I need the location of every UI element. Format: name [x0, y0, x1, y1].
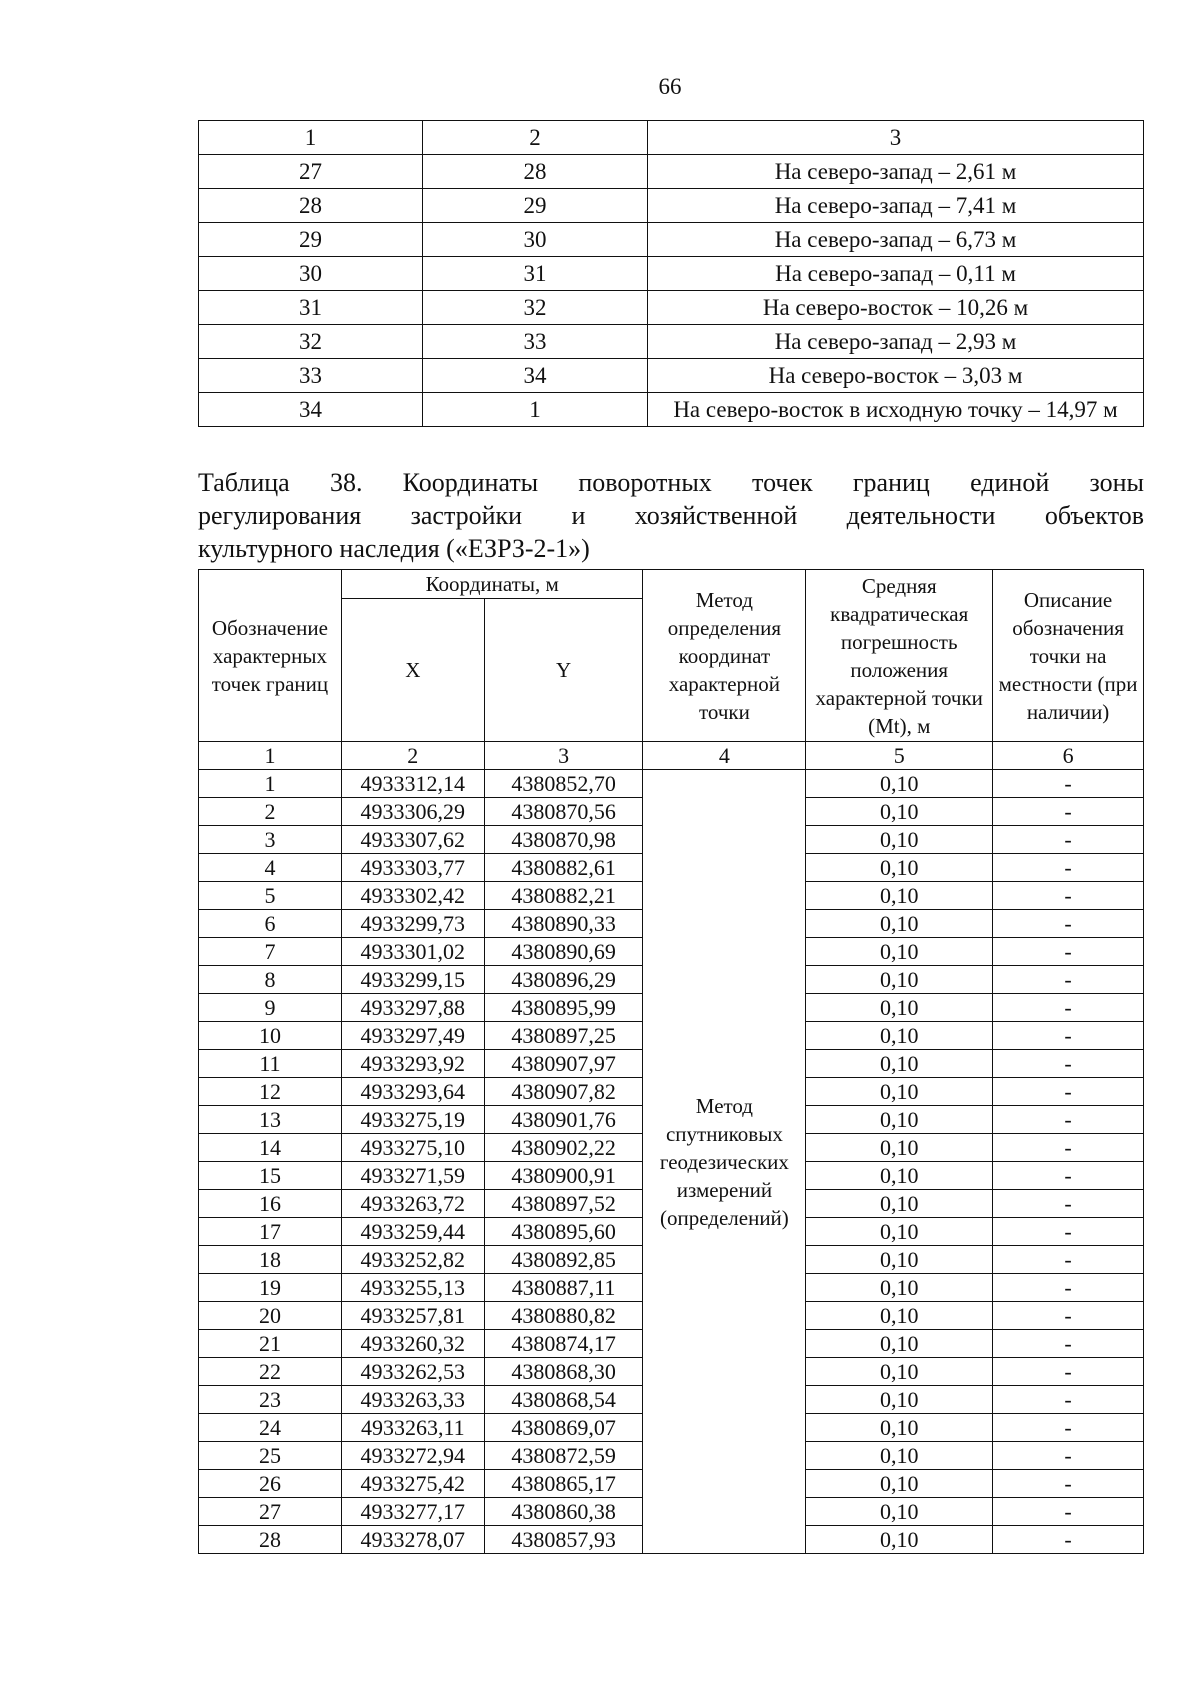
- x-coordinate: 4933306,29: [341, 798, 484, 826]
- y-coordinate: 4380900,91: [484, 1162, 643, 1190]
- x-coordinate: 4933302,42: [341, 882, 484, 910]
- segments-row: [199, 291, 1144, 325]
- x-coordinate: 4933297,88: [341, 994, 484, 1022]
- x-coordinate: 4933259,44: [341, 1218, 484, 1246]
- point-number: 28: [199, 1526, 342, 1554]
- error-value: 0,10: [806, 910, 993, 938]
- column-number: 1: [199, 742, 342, 770]
- y-coordinate: 4380882,61: [484, 854, 643, 882]
- error-value: 0,10: [806, 1134, 993, 1162]
- table-row: [199, 770, 1144, 798]
- point-number: 1: [199, 770, 342, 798]
- x-coordinate: 4933312,14: [341, 770, 484, 798]
- header-designation: Обозначение характерных точек границ: [199, 570, 342, 742]
- x-coordinate: 4933260,32: [341, 1330, 484, 1358]
- y-coordinate: 4380887,11: [484, 1274, 643, 1302]
- point-number: 10: [199, 1022, 342, 1050]
- y-coordinate: 4380907,82: [484, 1078, 643, 1106]
- x-coordinate: 4933293,64: [341, 1078, 484, 1106]
- error-value: 0,10: [806, 1218, 993, 1246]
- error-value: 0,10: [806, 770, 993, 798]
- from-point: 34: [199, 393, 423, 427]
- x-coordinate: 4933262,53: [341, 1358, 484, 1386]
- point-number: 2: [199, 798, 342, 826]
- description-value: -: [993, 1302, 1144, 1330]
- y-coordinate: 4380870,98: [484, 826, 643, 854]
- to-point: 31: [423, 257, 648, 291]
- description-value: -: [993, 1078, 1144, 1106]
- x-coordinate: 4933255,13: [341, 1274, 484, 1302]
- error-value: 0,10: [806, 826, 993, 854]
- point-number: 11: [199, 1050, 342, 1078]
- error-value: 0,10: [806, 1470, 993, 1498]
- x-coordinate: 4933293,92: [341, 1050, 484, 1078]
- caption-line: Таблица 38. Координаты поворотных точек границ единой зоны: [198, 468, 1144, 497]
- y-coordinate: 4380852,70: [484, 770, 643, 798]
- header-y: Y: [484, 599, 643, 742]
- x-coordinate: 4933263,11: [341, 1414, 484, 1442]
- point-number: 14: [199, 1134, 342, 1162]
- from-point: 28: [199, 189, 423, 223]
- error-value: 0,10: [806, 1246, 993, 1274]
- point-number: 5: [199, 882, 342, 910]
- direction-distance: На северо-запад – 6,73 м: [648, 223, 1144, 257]
- y-coordinate: 4380860,38: [484, 1498, 643, 1526]
- point-number: 9: [199, 994, 342, 1022]
- point-number: 19: [199, 1274, 342, 1302]
- from-point: 27: [199, 155, 423, 189]
- y-coordinate: 4380895,99: [484, 994, 643, 1022]
- point-number: 24: [199, 1414, 342, 1442]
- point-number: 23: [199, 1386, 342, 1414]
- error-value: 0,10: [806, 966, 993, 994]
- to-point: 30: [423, 223, 648, 257]
- from-point: 31: [199, 291, 423, 325]
- column-number: 6: [993, 742, 1144, 770]
- description-value: -: [993, 966, 1144, 994]
- segments-row: [199, 359, 1144, 393]
- error-value: 0,10: [806, 1190, 993, 1218]
- point-number: 21: [199, 1330, 342, 1358]
- y-coordinate: 4380870,56: [484, 798, 643, 826]
- y-coordinate: 4380874,17: [484, 1330, 643, 1358]
- error-value: 0,10: [806, 882, 993, 910]
- point-number: 27: [199, 1498, 342, 1526]
- x-coordinate: 4933275,19: [341, 1106, 484, 1134]
- error-value: 0,10: [806, 1526, 993, 1554]
- error-value: 0,10: [806, 1302, 993, 1330]
- description-value: -: [993, 1134, 1144, 1162]
- x-coordinate: 4933252,82: [341, 1246, 484, 1274]
- segments-row: [199, 189, 1144, 223]
- x-coordinate: 4933263,33: [341, 1386, 484, 1414]
- description-value: -: [993, 1190, 1144, 1218]
- description-value: -: [993, 1274, 1144, 1302]
- x-coordinate: 4933263,72: [341, 1190, 484, 1218]
- header-coordinates: Координаты, м: [341, 570, 643, 599]
- description-value: -: [993, 770, 1144, 798]
- error-value: 0,10: [806, 1022, 993, 1050]
- y-coordinate: 4380902,22: [484, 1134, 643, 1162]
- error-value: 0,10: [806, 1162, 993, 1190]
- y-coordinate: 4380869,07: [484, 1414, 643, 1442]
- error-value: 0,10: [806, 1442, 993, 1470]
- error-value: 0,10: [806, 994, 993, 1022]
- error-value: 0,10: [806, 854, 993, 882]
- x-coordinate: 4933275,10: [341, 1134, 484, 1162]
- column-number-row: [199, 742, 1144, 770]
- y-coordinate: 4380882,21: [484, 882, 643, 910]
- description-value: -: [993, 1470, 1144, 1498]
- segments-header-cell: 2: [423, 121, 648, 155]
- point-number: 25: [199, 1442, 342, 1470]
- description-value: -: [993, 1246, 1144, 1274]
- error-value: 0,10: [806, 1078, 993, 1106]
- y-coordinate: 4380890,33: [484, 910, 643, 938]
- y-coordinate: 4380897,25: [484, 1022, 643, 1050]
- x-coordinate: 4933299,15: [341, 966, 484, 994]
- to-point: 28: [423, 155, 648, 189]
- to-point: 1: [423, 393, 648, 427]
- segments-table: [198, 120, 1144, 427]
- description-value: -: [993, 882, 1144, 910]
- from-point: 29: [199, 223, 423, 257]
- description-value: -: [993, 854, 1144, 882]
- y-coordinate: 4380897,52: [484, 1190, 643, 1218]
- x-coordinate: 4933278,07: [341, 1526, 484, 1554]
- y-coordinate: 4380896,29: [484, 966, 643, 994]
- direction-distance: На северо-запад – 7,41 м: [648, 189, 1144, 223]
- y-coordinate: 4380857,93: [484, 1526, 643, 1554]
- column-number: 4: [643, 742, 806, 770]
- description-value: -: [993, 826, 1144, 854]
- coordinates-table: [198, 569, 1144, 1554]
- point-number: 12: [199, 1078, 342, 1106]
- description-value: -: [993, 1162, 1144, 1190]
- description-value: -: [993, 1050, 1144, 1078]
- y-coordinate: 4380895,60: [484, 1218, 643, 1246]
- x-coordinate: 4933275,42: [341, 1470, 484, 1498]
- segments-row: [199, 257, 1144, 291]
- point-number: 7: [199, 938, 342, 966]
- direction-distance: На северо-запад – 0,11 м: [648, 257, 1144, 291]
- caption-line: регулирования застройки и хозяйственной деятельности объектов: [198, 501, 1144, 530]
- x-coordinate: 4933307,62: [341, 826, 484, 854]
- error-value: 0,10: [806, 938, 993, 966]
- point-number: 15: [199, 1162, 342, 1190]
- description-value: -: [993, 938, 1144, 966]
- point-number: 4: [199, 854, 342, 882]
- to-point: 29: [423, 189, 648, 223]
- x-coordinate: 4933271,59: [341, 1162, 484, 1190]
- point-number: 8: [199, 966, 342, 994]
- header-x: X: [341, 599, 484, 742]
- segments-row: [199, 223, 1144, 257]
- error-value: 0,10: [806, 1414, 993, 1442]
- y-coordinate: 4380907,97: [484, 1050, 643, 1078]
- segments-header-cell: 3: [648, 121, 1144, 155]
- description-value: -: [993, 1526, 1144, 1554]
- description-value: -: [993, 1218, 1144, 1246]
- description-value: -: [993, 1414, 1144, 1442]
- header-description: Описание обозначения точки на местности (при наличии): [993, 570, 1144, 742]
- description-value: -: [993, 1386, 1144, 1414]
- point-number: 20: [199, 1302, 342, 1330]
- point-number: 6: [199, 910, 342, 938]
- segments-row: [199, 325, 1144, 359]
- y-coordinate: 4380865,17: [484, 1470, 643, 1498]
- error-value: 0,10: [806, 1386, 993, 1414]
- header-row: [199, 570, 1144, 599]
- error-value: 0,10: [806, 1274, 993, 1302]
- error-value: 0,10: [806, 1050, 993, 1078]
- description-value: -: [993, 1022, 1144, 1050]
- description-value: -: [993, 1442, 1144, 1470]
- direction-distance: На северо-запад – 2,61 м: [648, 155, 1144, 189]
- y-coordinate: 4380868,54: [484, 1386, 643, 1414]
- point-number: 13: [199, 1106, 342, 1134]
- segments-header-cell: 1: [199, 121, 423, 155]
- direction-distance: На северо-восток в исходную точку – 14,97 м: [648, 393, 1144, 427]
- x-coordinate: 4933299,73: [341, 910, 484, 938]
- segments-header-row: [199, 121, 1144, 155]
- x-coordinate: 4933297,49: [341, 1022, 484, 1050]
- description-value: -: [993, 1358, 1144, 1386]
- y-coordinate: 4380880,82: [484, 1302, 643, 1330]
- description-value: -: [993, 910, 1144, 938]
- page-number: 66: [658, 74, 682, 99]
- y-coordinate: 4380872,59: [484, 1442, 643, 1470]
- error-value: 0,10: [806, 798, 993, 826]
- y-coordinate: 4380890,69: [484, 938, 643, 966]
- description-value: -: [993, 1330, 1144, 1358]
- point-number: 18: [199, 1246, 342, 1274]
- description-value: -: [993, 1106, 1144, 1134]
- x-coordinate: 4933257,81: [341, 1302, 484, 1330]
- x-coordinate: 4933303,77: [341, 854, 484, 882]
- to-point: 34: [423, 359, 648, 393]
- direction-distance: На северо-восток – 10,26 м: [648, 291, 1144, 325]
- header-method: Метод определения координат характерной точки: [643, 570, 806, 742]
- column-number: 3: [484, 742, 643, 770]
- caption-line: культурного наследия («ЕЗРЗ-2-1»): [198, 534, 590, 563]
- to-point: 32: [423, 291, 648, 325]
- error-value: 0,10: [806, 1330, 993, 1358]
- description-value: -: [993, 1498, 1144, 1526]
- error-value: 0,10: [806, 1358, 993, 1386]
- table-caption: [198, 466, 1144, 565]
- x-coordinate: 4933277,17: [341, 1498, 484, 1526]
- y-coordinate: 4380868,30: [484, 1358, 643, 1386]
- from-point: 33: [199, 359, 423, 393]
- to-point: 33: [423, 325, 648, 359]
- description-value: -: [993, 798, 1144, 826]
- y-coordinate: 4380901,76: [484, 1106, 643, 1134]
- x-coordinate: 4933301,02: [341, 938, 484, 966]
- from-point: 30: [199, 257, 423, 291]
- segments-row: [199, 393, 1144, 427]
- segments-row: [199, 155, 1144, 189]
- error-value: 0,10: [806, 1106, 993, 1134]
- point-number: 22: [199, 1358, 342, 1386]
- y-coordinate: 4380892,85: [484, 1246, 643, 1274]
- description-value: -: [993, 994, 1144, 1022]
- from-point: 32: [199, 325, 423, 359]
- direction-distance: На северо-запад – 2,93 м: [648, 325, 1144, 359]
- column-number: 2: [341, 742, 484, 770]
- point-number: 26: [199, 1470, 342, 1498]
- point-number: 17: [199, 1218, 342, 1246]
- point-number: 3: [199, 826, 342, 854]
- error-value: 0,10: [806, 1498, 993, 1526]
- column-number: 5: [806, 742, 993, 770]
- header-error: Средняя квадратическая погрешность положения характерной точки (Mt), м: [806, 570, 993, 742]
- method-cell: Метод спутниковых геодезических измерений (определений): [643, 770, 806, 1554]
- point-number: 16: [199, 1190, 342, 1218]
- direction-distance: На северо-восток – 3,03 м: [648, 359, 1144, 393]
- x-coordinate: 4933272,94: [341, 1442, 484, 1470]
